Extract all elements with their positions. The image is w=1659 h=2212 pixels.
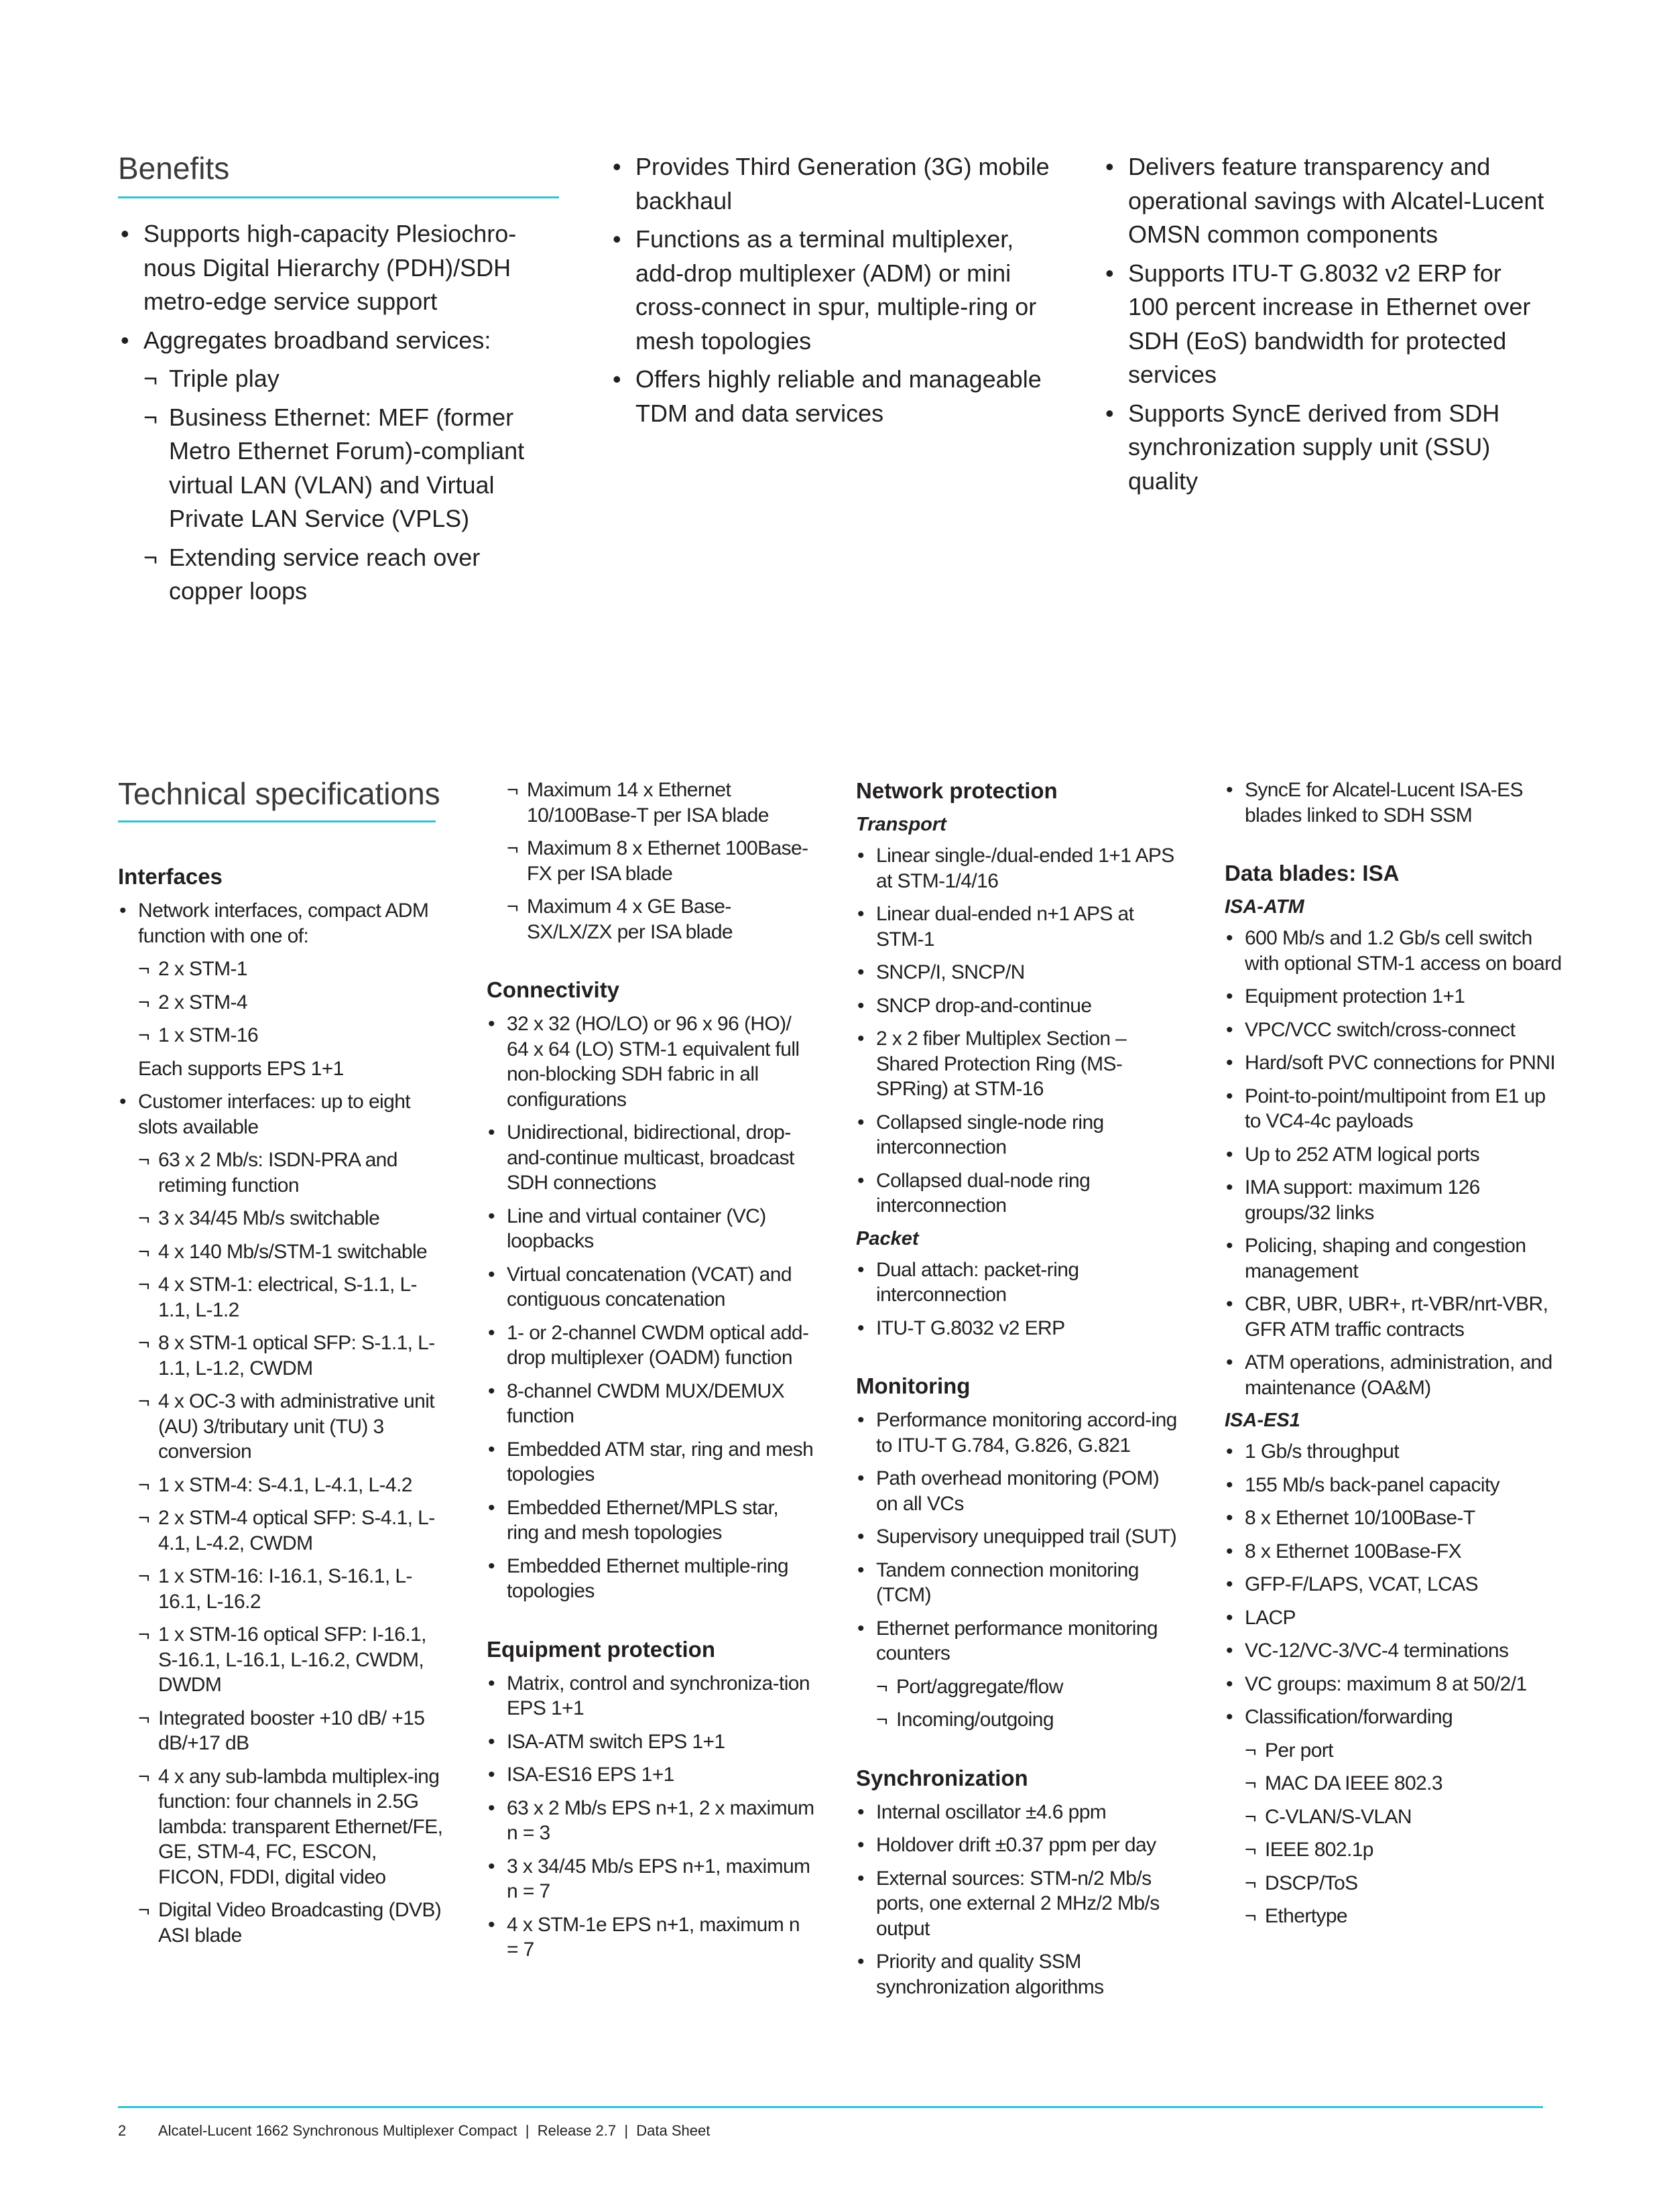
tech-column-3 bbox=[856, 778, 1184, 2008]
footer-rule bbox=[118, 2106, 1543, 2108]
bullet-item: • Supervisory unequipped trail (SUT) bbox=[856, 1524, 1184, 1550]
bullet-item: • ISA-ATM switch EPS 1+1 bbox=[487, 1729, 815, 1755]
tech-column-4 bbox=[1225, 778, 1566, 1937]
section-heading: Monitoring bbox=[856, 1373, 971, 1398]
bullet-item: • Matrix, control and synchroniza-tion EPS 1+1 bbox=[487, 1671, 815, 1721]
bullet-item: • 600 Mb/s and 1.2 Gb/s cell switch with optional STM-1 access on board bbox=[1225, 926, 1566, 976]
bullet-item: • GFP-F/LAPS, VCAT, LCAS bbox=[1225, 1572, 1566, 1597]
sub-bullet-item: ¬ 2 x STM-4 optical SFP: S-4.1, L-4.1, L-4.2, CWDM bbox=[118, 1506, 446, 1556]
sub-bullet-item: ¬ IEEE 802.1p bbox=[1225, 1837, 1566, 1863]
bullet-item: • Embedded ATM star, ring and mesh topologies bbox=[487, 1437, 815, 1487]
bullet-item: • ITU-T G.8032 v2 ERP bbox=[856, 1316, 1184, 1341]
bullet-list bbox=[856, 1800, 1184, 2000]
bullet-item: • 63 x 2 Mb/s EPS n+1, 2 x maximum n = 3 bbox=[487, 1796, 815, 1846]
bullet-item: • 1 Gb/s throughput bbox=[1225, 1439, 1566, 1465]
sub-bullet-item: ¬ C-VLAN/S-VLAN bbox=[1225, 1804, 1566, 1830]
sub-bullet-item: ¬ 63 x 2 Mb/s: ISDN-PRA and retiming function bbox=[118, 1148, 446, 1198]
bullet-list bbox=[856, 843, 1184, 1219]
page-number: 2 bbox=[118, 2122, 127, 2139]
list-note: Each supports EPS 1+1 bbox=[138, 1057, 344, 1080]
section-heading: Interfaces bbox=[118, 864, 223, 889]
bullet-item: • Line and virtual container (VC) loopbacks bbox=[487, 1204, 815, 1254]
subsection-heading: ISA-ATM bbox=[1225, 896, 1304, 918]
subsection-heading: Transport bbox=[856, 814, 946, 835]
footer bbox=[118, 2122, 710, 2140]
bullet-item: • Classification/forwarding bbox=[1225, 1705, 1566, 1730]
section-heading: Synchronization bbox=[856, 1765, 1028, 1790]
bullet-list bbox=[487, 1671, 815, 1963]
bullet-item: • LACP bbox=[1225, 1605, 1566, 1631]
bullet-list bbox=[1225, 926, 1566, 1400]
subsection-heading: Packet bbox=[856, 1227, 919, 1249]
sub-bullet-item: ¬ 3 x 34/45 Mb/s switchable bbox=[118, 1206, 446, 1231]
benefits-heading: Benefits bbox=[118, 151, 230, 186]
bullet-item: • Dual attach: packet-ring interconnection bbox=[856, 1257, 1184, 1308]
bullet-item: • Network interfaces, compact ADM function with one of: bbox=[118, 898, 446, 948]
sub-bullet-item: ¬ 4 x any sub-lambda multiplex-ing function: four channels in 2.5G lambda: transparent Ethernet/FE, GE, STM-4, FC, ESCON, FICON, FDDI, digital video bbox=[118, 1764, 446, 1890]
bullet-item: • Provides Third Generation (3G) mobile backhaul bbox=[610, 150, 1052, 218]
section-gap bbox=[487, 953, 815, 977]
sub-bullet-item: ¬ Business Ethernet: MEF (former Metro Ethernet Forum)-compliant virtual LAN (VLAN) and Virtual Private LAN Service (VPLS) bbox=[118, 401, 560, 536]
bullet-item: • Tandem connection monitoring (TCM) bbox=[856, 1558, 1184, 1608]
bullet-item: • Internal oscillator ±4.6 ppm bbox=[856, 1800, 1184, 1825]
bullet-item: • Delivers feature transparency and operational savings with Alcatel-Lucent OMSN common components bbox=[1103, 150, 1545, 252]
bullet-item: • Functions as a terminal multiplexer, add-drop multiplexer (ADM) or mini cross-connect in spur, multiple-ring or mesh topologies bbox=[610, 223, 1052, 358]
sub-bullet-item: ¬ Maximum 8 x Ethernet 100Base-FX per ISA blade bbox=[487, 836, 815, 886]
sub-bullet-item: ¬ Maximum 4 x GE Base-SX/LX/ZX per ISA blade bbox=[487, 894, 815, 944]
bullet-item: • Up to 252 ATM logical ports bbox=[1225, 1142, 1566, 1168]
benefits-heading-rule bbox=[118, 196, 559, 198]
benefits-column-2 bbox=[610, 150, 1052, 435]
bullet-list bbox=[487, 778, 815, 944]
technical-specifications-heading: Technical specifications bbox=[118, 776, 440, 811]
sub-bullet-item: ¬ 1 x STM-4: S-4.1, L-4.1, L-4.2 bbox=[118, 1473, 446, 1498]
bullet-list bbox=[1225, 1439, 1566, 1929]
sub-bullet-item: ¬ 4 x STM-1: electrical, S-1.1, L-1.1, L-1.2 bbox=[118, 1272, 446, 1323]
bullet-item: • VC-12/VC-3/VC-4 terminations bbox=[1225, 1638, 1566, 1664]
section-heading: Data blades: ISA bbox=[1225, 861, 1400, 885]
section-gap bbox=[1225, 836, 1566, 860]
sub-bullet-item: ¬ 1 x STM-16 bbox=[118, 1023, 446, 1048]
sub-bullet-item: ¬ Triple play bbox=[118, 362, 560, 396]
technical-specifications-heading-rule bbox=[118, 820, 436, 822]
section-heading: Connectivity bbox=[487, 977, 620, 1002]
bullet-item: • Supports ITU-T G.8032 v2 ERP for 100 percent increase in Ethernet over SDH (EoS) bandwidth for protected services bbox=[1103, 257, 1545, 392]
section-heading: Equipment protection bbox=[487, 1636, 715, 1662]
bullet-item: • Virtual concatenation (VCAT) and contiguous concatenation bbox=[487, 1262, 815, 1312]
bullet-item: • Ethernet performance monitoring counters bbox=[856, 1616, 1184, 1666]
bullet-item: • ATM operations, administration, and maintenance (OA&M) bbox=[1225, 1350, 1566, 1400]
sub-bullet-item: ¬ 2 x STM-4 bbox=[118, 990, 446, 1016]
bullet-list bbox=[1225, 778, 1566, 828]
sub-bullet-item: ¬ 1 x STM-16 optical SFP: I-16.1, S-16.1, L-16.1, L-16.2, CWDM, DWDM bbox=[118, 1622, 446, 1698]
bullet-item: • Point-to-point/multipoint from E1 up to VC4-4c payloads bbox=[1225, 1084, 1566, 1134]
sub-bullet-item: ¬ Digital Video Broadcasting (DVB) ASI blade bbox=[118, 1898, 446, 1948]
sub-bullet-item: ¬ 2 x STM-1 bbox=[118, 957, 446, 982]
section-gap bbox=[856, 1349, 1184, 1373]
bullet-list bbox=[1103, 150, 1545, 498]
bullet-item: • Linear single-/dual-ended 1+1 APS at STM-1/4/16 bbox=[856, 843, 1184, 894]
bullet-item: • Embedded Ethernet/MPLS star, ring and mesh topologies bbox=[487, 1495, 815, 1546]
bullet-item: • Holdover drift ±0.37 ppm per day bbox=[856, 1833, 1184, 1858]
bullet-item: • Collapsed single-node ring interconnection bbox=[856, 1110, 1184, 1160]
sub-bullet-item: ¬ Per port bbox=[1225, 1738, 1566, 1764]
section-gap bbox=[856, 1741, 1184, 1765]
bullet-item: • ISA-ES16 EPS 1+1 bbox=[487, 1762, 815, 1788]
bullet-item: • SNCP drop-and-continue bbox=[856, 993, 1184, 1019]
bullet-item: • External sources: STM-n/2 Mb/s ports, one external 2 MHz/2 Mb/s output bbox=[856, 1866, 1184, 1942]
tech-column-2 bbox=[487, 778, 815, 1971]
bullet-list bbox=[118, 898, 446, 1948]
bullet-item: • 8-channel CWDM MUX/DEMUX function bbox=[487, 1379, 815, 1429]
tech-column-1 bbox=[118, 863, 446, 1956]
section-gap bbox=[487, 1612, 815, 1636]
bullet-item: • Unidirectional, bidirectional, drop-and-continue multicast, broadcast SDH connections bbox=[487, 1120, 815, 1196]
bullet-item: • 3 x 34/45 Mb/s EPS n+1, maximum n = 7 bbox=[487, 1854, 815, 1904]
bullet-list bbox=[610, 150, 1052, 430]
bullet-item: • Collapsed dual-node ring interconnection bbox=[856, 1168, 1184, 1219]
sub-bullet-item: ¬ Integrated booster +10 dB/ +15 dB/+17 dB bbox=[118, 1706, 446, 1756]
bullet-item: • VC groups: maximum 8 at 50/2/1 bbox=[1225, 1672, 1566, 1697]
bullet-list bbox=[487, 1011, 815, 1604]
sub-bullet-item: ¬ 4 x 140 Mb/s/STM-1 switchable bbox=[118, 1239, 446, 1265]
bullet-item: • Path overhead monitoring (POM) on all VCs bbox=[856, 1466, 1184, 1516]
bullet-item: • Hard/soft PVC connections for PNNI bbox=[1225, 1050, 1566, 1076]
sub-bullet-item: ¬ Ethertype bbox=[1225, 1904, 1566, 1929]
sub-bullet-item: ¬ Extending service reach over copper loops bbox=[118, 541, 560, 609]
bullet-item: • Policing, shaping and congestion management bbox=[1225, 1233, 1566, 1284]
bullet-item: • Performance monitoring accord-ing to ITU-T G.784, G.826, G.821 bbox=[856, 1408, 1184, 1458]
sub-bullet-item: ¬ Port/aggregate/flow bbox=[856, 1674, 1184, 1700]
bullet-item: • 4 x STM-1e EPS n+1, maximum n = 7 bbox=[487, 1912, 815, 1963]
bullet-item: • Offers highly reliable and manageable TDM and data services bbox=[610, 363, 1052, 430]
sub-bullet-item: ¬ 4 x OC-3 with administrative unit (AU) 3/tributary unit (TU) 3 conversion bbox=[118, 1389, 446, 1465]
bullet-item: • Embedded Ethernet multiple-ring topologies bbox=[487, 1554, 815, 1604]
sub-bullet-item: ¬ Incoming/outgoing bbox=[856, 1707, 1184, 1733]
sub-bullet-item: ¬ MAC DA IEEE 802.3 bbox=[1225, 1771, 1566, 1796]
section-heading: Network protection bbox=[856, 778, 1058, 803]
bullet-item: • 8 x Ethernet 100Base-FX bbox=[1225, 1539, 1566, 1564]
footer-title: Alcatel-Lucent 1662 Synchronous Multiplexer Compact | Release 2.7 | Data Sheet bbox=[158, 2122, 711, 2139]
bullet-item: • 2 x 2 fiber Multiplex Section – Shared Protection Ring (MS-SPRing) at STM-16 bbox=[856, 1026, 1184, 1102]
bullet-item: • SyncE for Alcatel-Lucent ISA-ES blades linked to SDH SSM bbox=[1225, 778, 1566, 828]
sub-bullet-item: ¬ 8 x STM-1 optical SFP: S-1.1, L-1.1, L-1.2, CWDM bbox=[118, 1331, 446, 1381]
benefits-column-1 bbox=[118, 217, 560, 613]
bullet-list bbox=[118, 217, 560, 609]
bullet-item: • Supports high-capacity Plesiochro-nous Digital Hierarchy (PDH)/SDH metro-edge service support bbox=[118, 217, 560, 319]
sub-bullet-item: ¬ 1 x STM-16: I-16.1, S-16.1, L-16.1, L-16.2 bbox=[118, 1564, 446, 1614]
bullet-item: • SNCP/I, SNCP/N bbox=[856, 960, 1184, 985]
bullet-item: • CBR, UBR, UBR+, rt-VBR/nrt-VBR, GFR ATM traffic contracts bbox=[1225, 1292, 1566, 1342]
bullet-item: • Equipment protection 1+1 bbox=[1225, 984, 1566, 1009]
subsection-heading: ISA-ES1 bbox=[1225, 1410, 1300, 1431]
bullet-item: • Supports SyncE derived from SDH synchronization supply unit (SSU) quality bbox=[1103, 397, 1545, 499]
bullet-item: • IMA support: maximum 126 groups/32 links bbox=[1225, 1175, 1566, 1225]
bullet-item: • Aggregates broadband services: bbox=[118, 324, 560, 358]
bullet-item: • 8 x Ethernet 10/100Base-T bbox=[1225, 1506, 1566, 1531]
bullet-item: • 155 Mb/s back-panel capacity bbox=[1225, 1473, 1566, 1498]
bullet-item: • Priority and quality SSM synchronization algorithms bbox=[856, 1949, 1184, 2000]
sub-bullet-item: ¬ Maximum 14 x Ethernet 10/100Base-T per ISA blade bbox=[487, 778, 815, 828]
sub-bullet-item: ¬ DSCP/ToS bbox=[1225, 1871, 1566, 1896]
bullet-item: • Customer interfaces: up to eight slots available bbox=[118, 1089, 446, 1140]
bullet-list bbox=[856, 1257, 1184, 1341]
bullet-item: • Linear dual-ended n+1 APS at STM-1 bbox=[856, 902, 1184, 952]
bullet-item: • 32 x 32 (HO/LO) or 96 x 96 (HO)/ 64 x 64 (LO) STM-1 equivalent full non-blocking SDH fabric in all configurations bbox=[487, 1011, 815, 1112]
benefits-column-3 bbox=[1103, 150, 1545, 503]
bullet-item: • 1- or 2-channel CWDM optical add-drop multiplexer (OADM) function bbox=[487, 1320, 815, 1371]
bullet-item: • VPC/VCC switch/cross-connect bbox=[1225, 1018, 1566, 1043]
bullet-list bbox=[856, 1408, 1184, 1733]
